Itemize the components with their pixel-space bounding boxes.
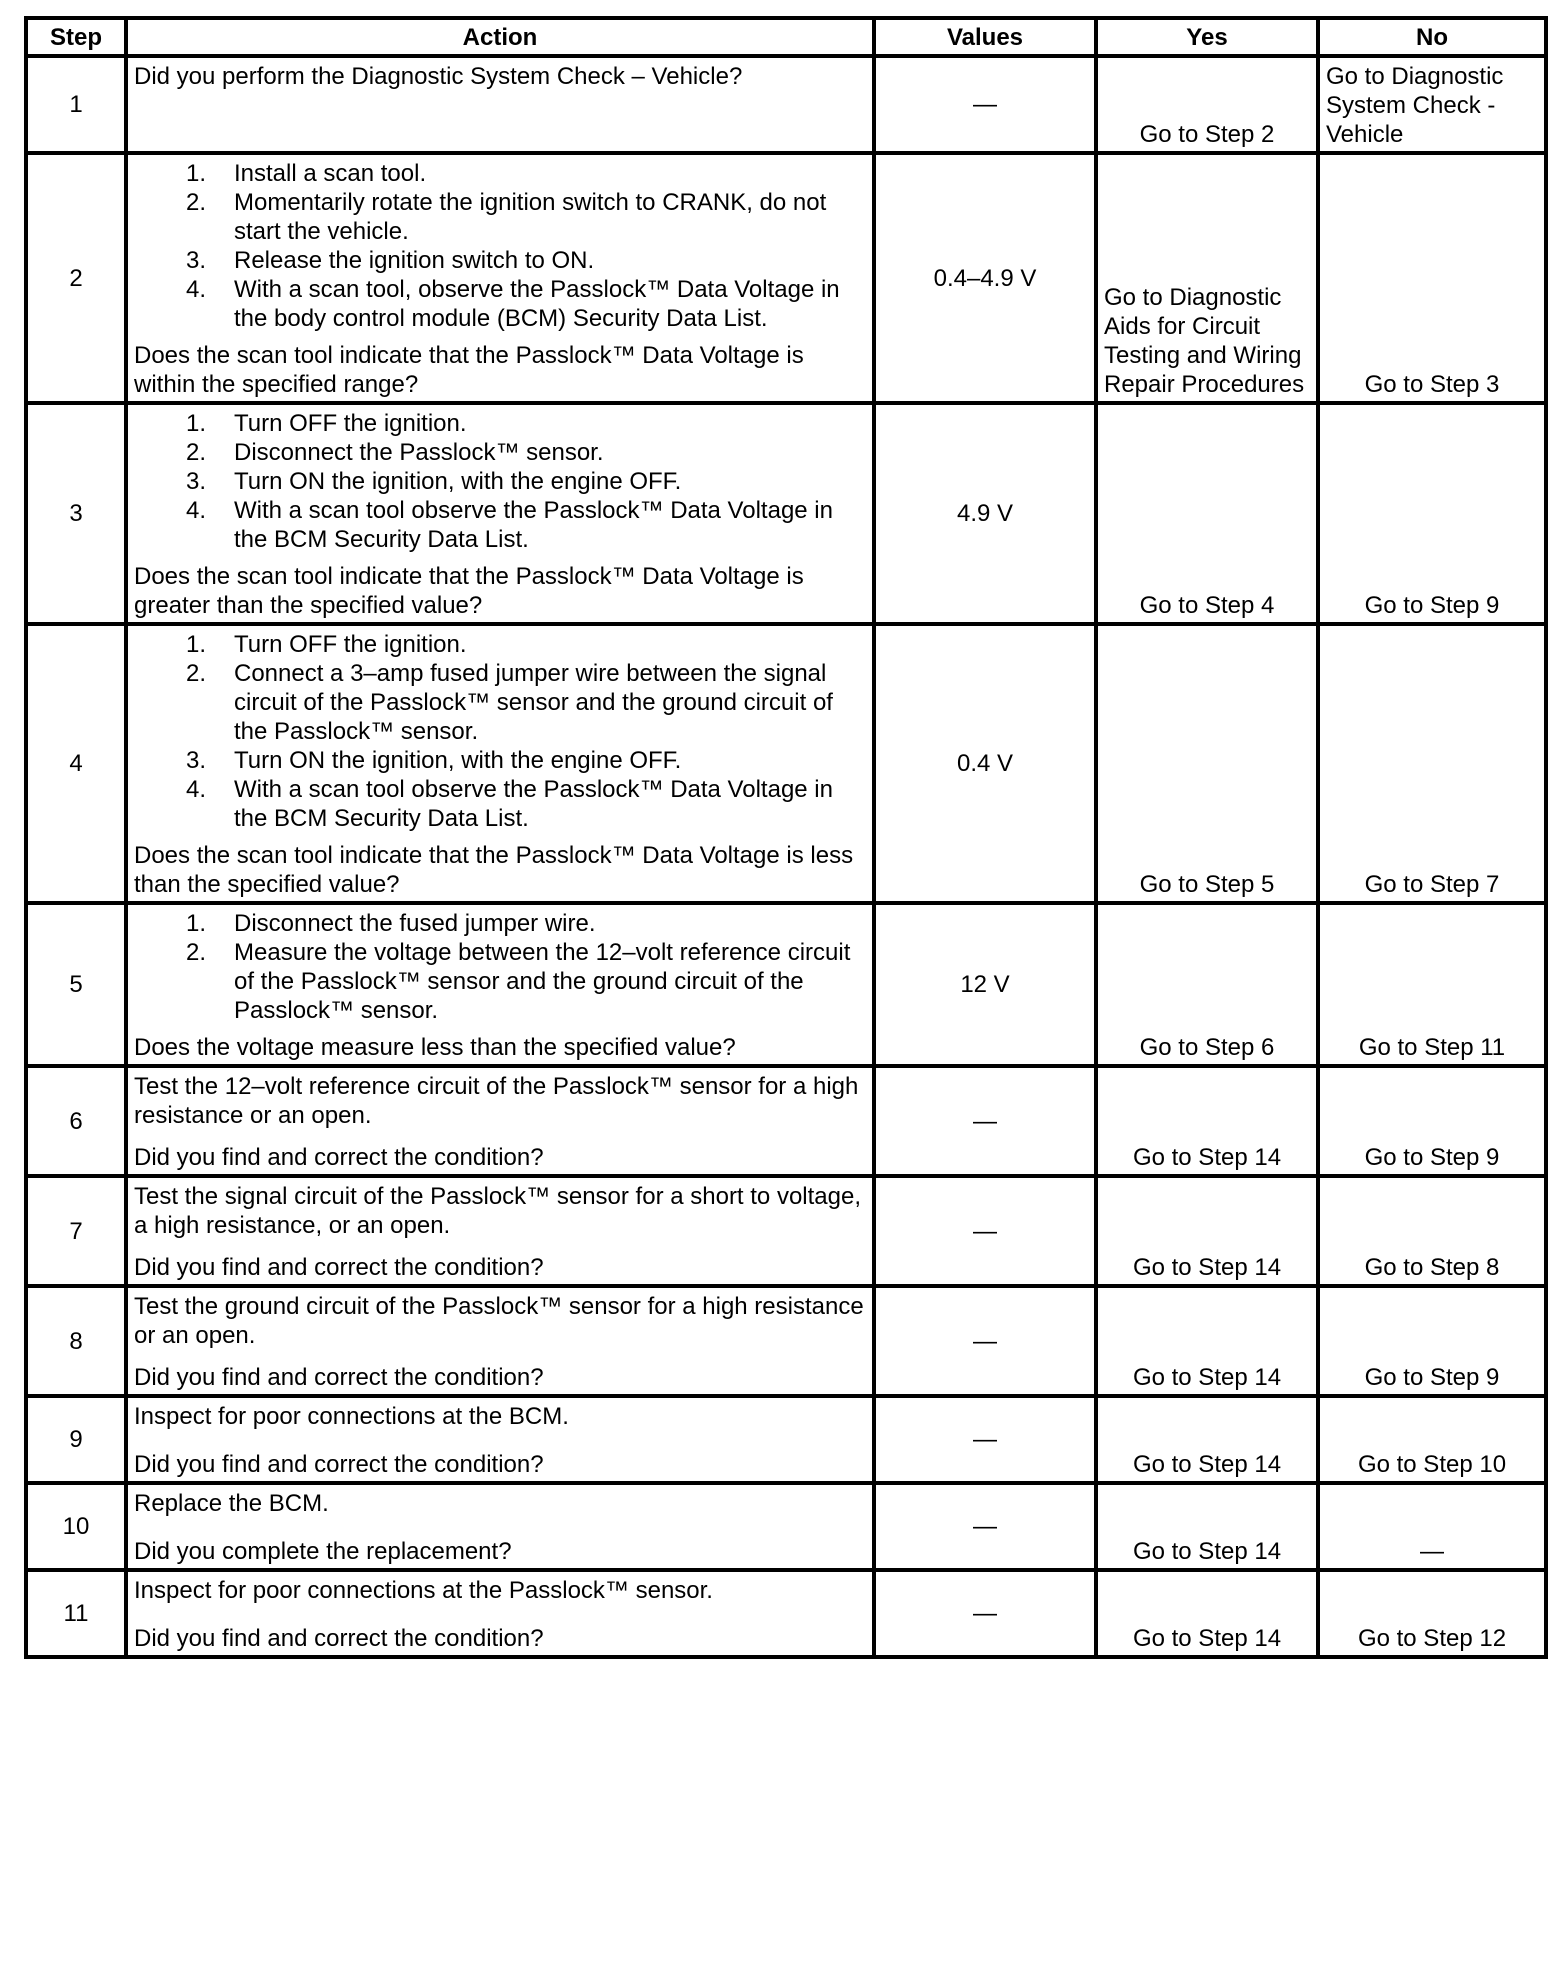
yes-cell: Go to Step 14 (1096, 1286, 1318, 1396)
substep-text: Disconnect the Passlock™ sensor. (234, 439, 604, 466)
table-row (26, 1176, 1546, 1286)
yes-cell: Go to Step 14 (1096, 1066, 1318, 1176)
step-number: 10 (26, 1483, 126, 1570)
substep-list (134, 630, 866, 833)
question-text: Does the voltage measure less than the specified value? (134, 1034, 736, 1061)
substep-text: With a scan tool, observe the Passlock™ Data Voltage in the body control module (BCM) Security Data List. (234, 276, 840, 332)
action-cell (126, 1396, 874, 1483)
substep-item (134, 746, 866, 775)
action-text: Inspect for poor connections at the BCM. (134, 1403, 569, 1430)
action-cell (126, 1286, 874, 1396)
table-row (26, 1286, 1546, 1396)
substep-text: With a scan tool observe the Passlock™ Data Voltage in the BCM Security Data List. (234, 497, 833, 553)
substep-text: Turn OFF the ignition. (234, 631, 467, 658)
step-number: 3 (26, 403, 126, 624)
substep-text: With a scan tool observe the Passlock™ Data Voltage in the BCM Security Data List. (234, 776, 833, 832)
substep-text: Turn ON the ignition, with the engine OFF. (234, 747, 682, 774)
question-text: Did you find and correct the condition? (134, 1254, 544, 1281)
substep-item (134, 909, 866, 938)
step-number: 4 (26, 624, 126, 903)
no-cell: Go to Step 10 (1318, 1396, 1546, 1483)
value-cell: 12 V (874, 903, 1096, 1066)
value-cell: — (874, 1570, 1096, 1657)
question-text: Does the scan tool indicate that the Passlock™ Data Voltage is within the specified range? (134, 342, 804, 398)
substep-item (134, 775, 866, 833)
substep-item (134, 438, 866, 467)
yes-cell: Go to Step 14 (1096, 1570, 1318, 1657)
yes-cell: Go to Step 14 (1096, 1483, 1318, 1570)
no-cell: Go to Step 9 (1318, 403, 1546, 624)
action-text: Test the signal circuit of the Passlock™ sensor for a short to voltage, a high resistance, or an open. (134, 1183, 862, 1239)
table-row (26, 624, 1546, 903)
substep-number: 3. (185, 747, 206, 774)
no-cell: Go to Step 9 (1318, 1066, 1546, 1176)
action-text: Test the ground circuit of the Passlock™ sensor for a high resistance or an open. (134, 1293, 864, 1349)
substep-number: 1. (185, 160, 206, 187)
no-cell: Go to Step 12 (1318, 1570, 1546, 1657)
header-yes: Yes (1096, 18, 1318, 56)
step-number: 7 (26, 1176, 126, 1286)
substep-text: Turn OFF the ignition. (234, 410, 467, 437)
step-number: 8 (26, 1286, 126, 1396)
question-text: Did you find and correct the condition? (134, 1451, 544, 1478)
action-text: Inspect for poor connections at the Passlock™ sensor. (134, 1577, 713, 1604)
no-cell: Go to Step 7 (1318, 624, 1546, 903)
diagnostic-table (24, 16, 1548, 1659)
substep-number: 2. (185, 439, 206, 466)
action-cell (126, 403, 874, 624)
yes-cell: Go to Step 5 (1096, 624, 1318, 903)
action-cell (126, 1066, 874, 1176)
substep-text: Measure the voltage between the 12–volt reference circuit of the Passlock™ sensor and the ground circuit of the Passlock™ sensor. (234, 939, 851, 1024)
substep-number: 3. (185, 247, 206, 274)
no-cell: Go to Diagnostic System Check - Vehicle (1318, 56, 1546, 153)
value-cell: 4.9 V (874, 403, 1096, 624)
action-text: Test the 12–volt reference circuit of the Passlock™ sensor for a high resistance or an open. (134, 1073, 859, 1129)
header-no: No (1318, 18, 1546, 56)
value-cell: — (874, 1286, 1096, 1396)
value-cell: 0.4 V (874, 624, 1096, 903)
action-cell (126, 1570, 874, 1657)
substep-number: 2. (185, 660, 206, 687)
substep-item (134, 159, 866, 188)
header-row (26, 18, 1546, 56)
substep-list (134, 159, 866, 333)
substep-item (134, 496, 866, 554)
step-number: 9 (26, 1396, 126, 1483)
table-row (26, 403, 1546, 624)
no-cell: Go to Step 3 (1318, 153, 1546, 403)
substep-item (134, 188, 866, 246)
step-number: 11 (26, 1570, 126, 1657)
substep-text: Install a scan tool. (234, 160, 427, 187)
substep-item (134, 275, 866, 333)
substep-number: 3. (185, 468, 206, 495)
table-row (26, 903, 1546, 1066)
substep-item (134, 467, 866, 496)
header-step: Step (26, 18, 126, 56)
value-cell: — (874, 56, 1096, 153)
table-row (26, 1396, 1546, 1483)
question-text: Did you find and correct the condition? (134, 1144, 544, 1171)
step-number: 6 (26, 1066, 126, 1176)
action-cell (126, 153, 874, 403)
no-cell: Go to Step 8 (1318, 1176, 1546, 1286)
question-text: Did you complete the replacement? (134, 1538, 512, 1565)
substep-text: Connect a 3–amp fused jumper wire between the signal circuit of the Passlock™ sensor and the ground circuit of the Passlock™ sensor. (234, 660, 833, 745)
substep-text: Turn ON the ignition, with the engine OFF. (234, 468, 682, 495)
substep-text: Disconnect the fused jumper wire. (234, 910, 596, 937)
substep-number: 4. (185, 497, 206, 524)
action-cell (126, 1483, 874, 1570)
value-cell: — (874, 1483, 1096, 1570)
step-number: 1 (26, 56, 126, 153)
substep-number: 2. (185, 939, 206, 966)
yes-cell: Go to Step 6 (1096, 903, 1318, 1066)
table-row (26, 56, 1546, 153)
header-action: Action (126, 18, 874, 56)
value-cell: — (874, 1066, 1096, 1176)
question-text: Does the scan tool indicate that the Passlock™ Data Voltage is greater than the specified value? (134, 563, 804, 619)
substep-item (134, 246, 866, 275)
table-row (26, 1570, 1546, 1657)
table-row (26, 153, 1546, 403)
substep-number: 1. (185, 631, 206, 658)
action-text: Replace the BCM. (134, 1490, 329, 1517)
substep-text: Release the ignition switch to ON. (234, 247, 595, 274)
header-values: Values (874, 18, 1096, 56)
yes-cell: Go to Step 14 (1096, 1396, 1318, 1483)
substep-item (134, 630, 866, 659)
yes-cell: Go to Step 4 (1096, 403, 1318, 624)
substep-list (134, 409, 866, 554)
substep-text: Momentarily rotate the ignition switch to CRANK, do not start the vehicle. (234, 189, 827, 245)
table-row (26, 1483, 1546, 1570)
table-row (26, 1066, 1546, 1176)
substep-number: 1. (185, 910, 206, 937)
substep-item (134, 938, 866, 1025)
substep-number: 2. (185, 189, 206, 216)
yes-cell: Go to Step 2 (1096, 56, 1318, 153)
action-cell (126, 903, 874, 1066)
value-cell: 0.4–4.9 V (874, 153, 1096, 403)
substep-number: 4. (185, 276, 206, 303)
action-cell (126, 624, 874, 903)
question-text: Did you find and correct the condition? (134, 1625, 544, 1652)
no-cell: Go to Step 11 (1318, 903, 1546, 1066)
yes-cell: Go to Diagnostic Aids for Circuit Testing and Wiring Repair Procedures (1096, 153, 1318, 403)
step-number: 5 (26, 903, 126, 1066)
substep-number: 4. (185, 776, 206, 803)
question-text: Did you find and correct the condition? (134, 1364, 544, 1391)
action-text: Did you perform the Diagnostic System Check – Vehicle? (134, 63, 743, 90)
substep-item (134, 659, 866, 746)
step-number: 2 (26, 153, 126, 403)
substep-number: 1. (185, 410, 206, 437)
action-cell (126, 1176, 874, 1286)
question-text: Does the scan tool indicate that the Passlock™ Data Voltage is less than the specified value? (134, 842, 854, 898)
substep-list (134, 909, 866, 1025)
value-cell: — (874, 1396, 1096, 1483)
no-cell: — (1318, 1483, 1546, 1570)
value-cell: — (874, 1176, 1096, 1286)
no-cell: Go to Step 9 (1318, 1286, 1546, 1396)
action-cell (126, 56, 874, 153)
substep-item (134, 409, 866, 438)
yes-cell: Go to Step 14 (1096, 1176, 1318, 1286)
